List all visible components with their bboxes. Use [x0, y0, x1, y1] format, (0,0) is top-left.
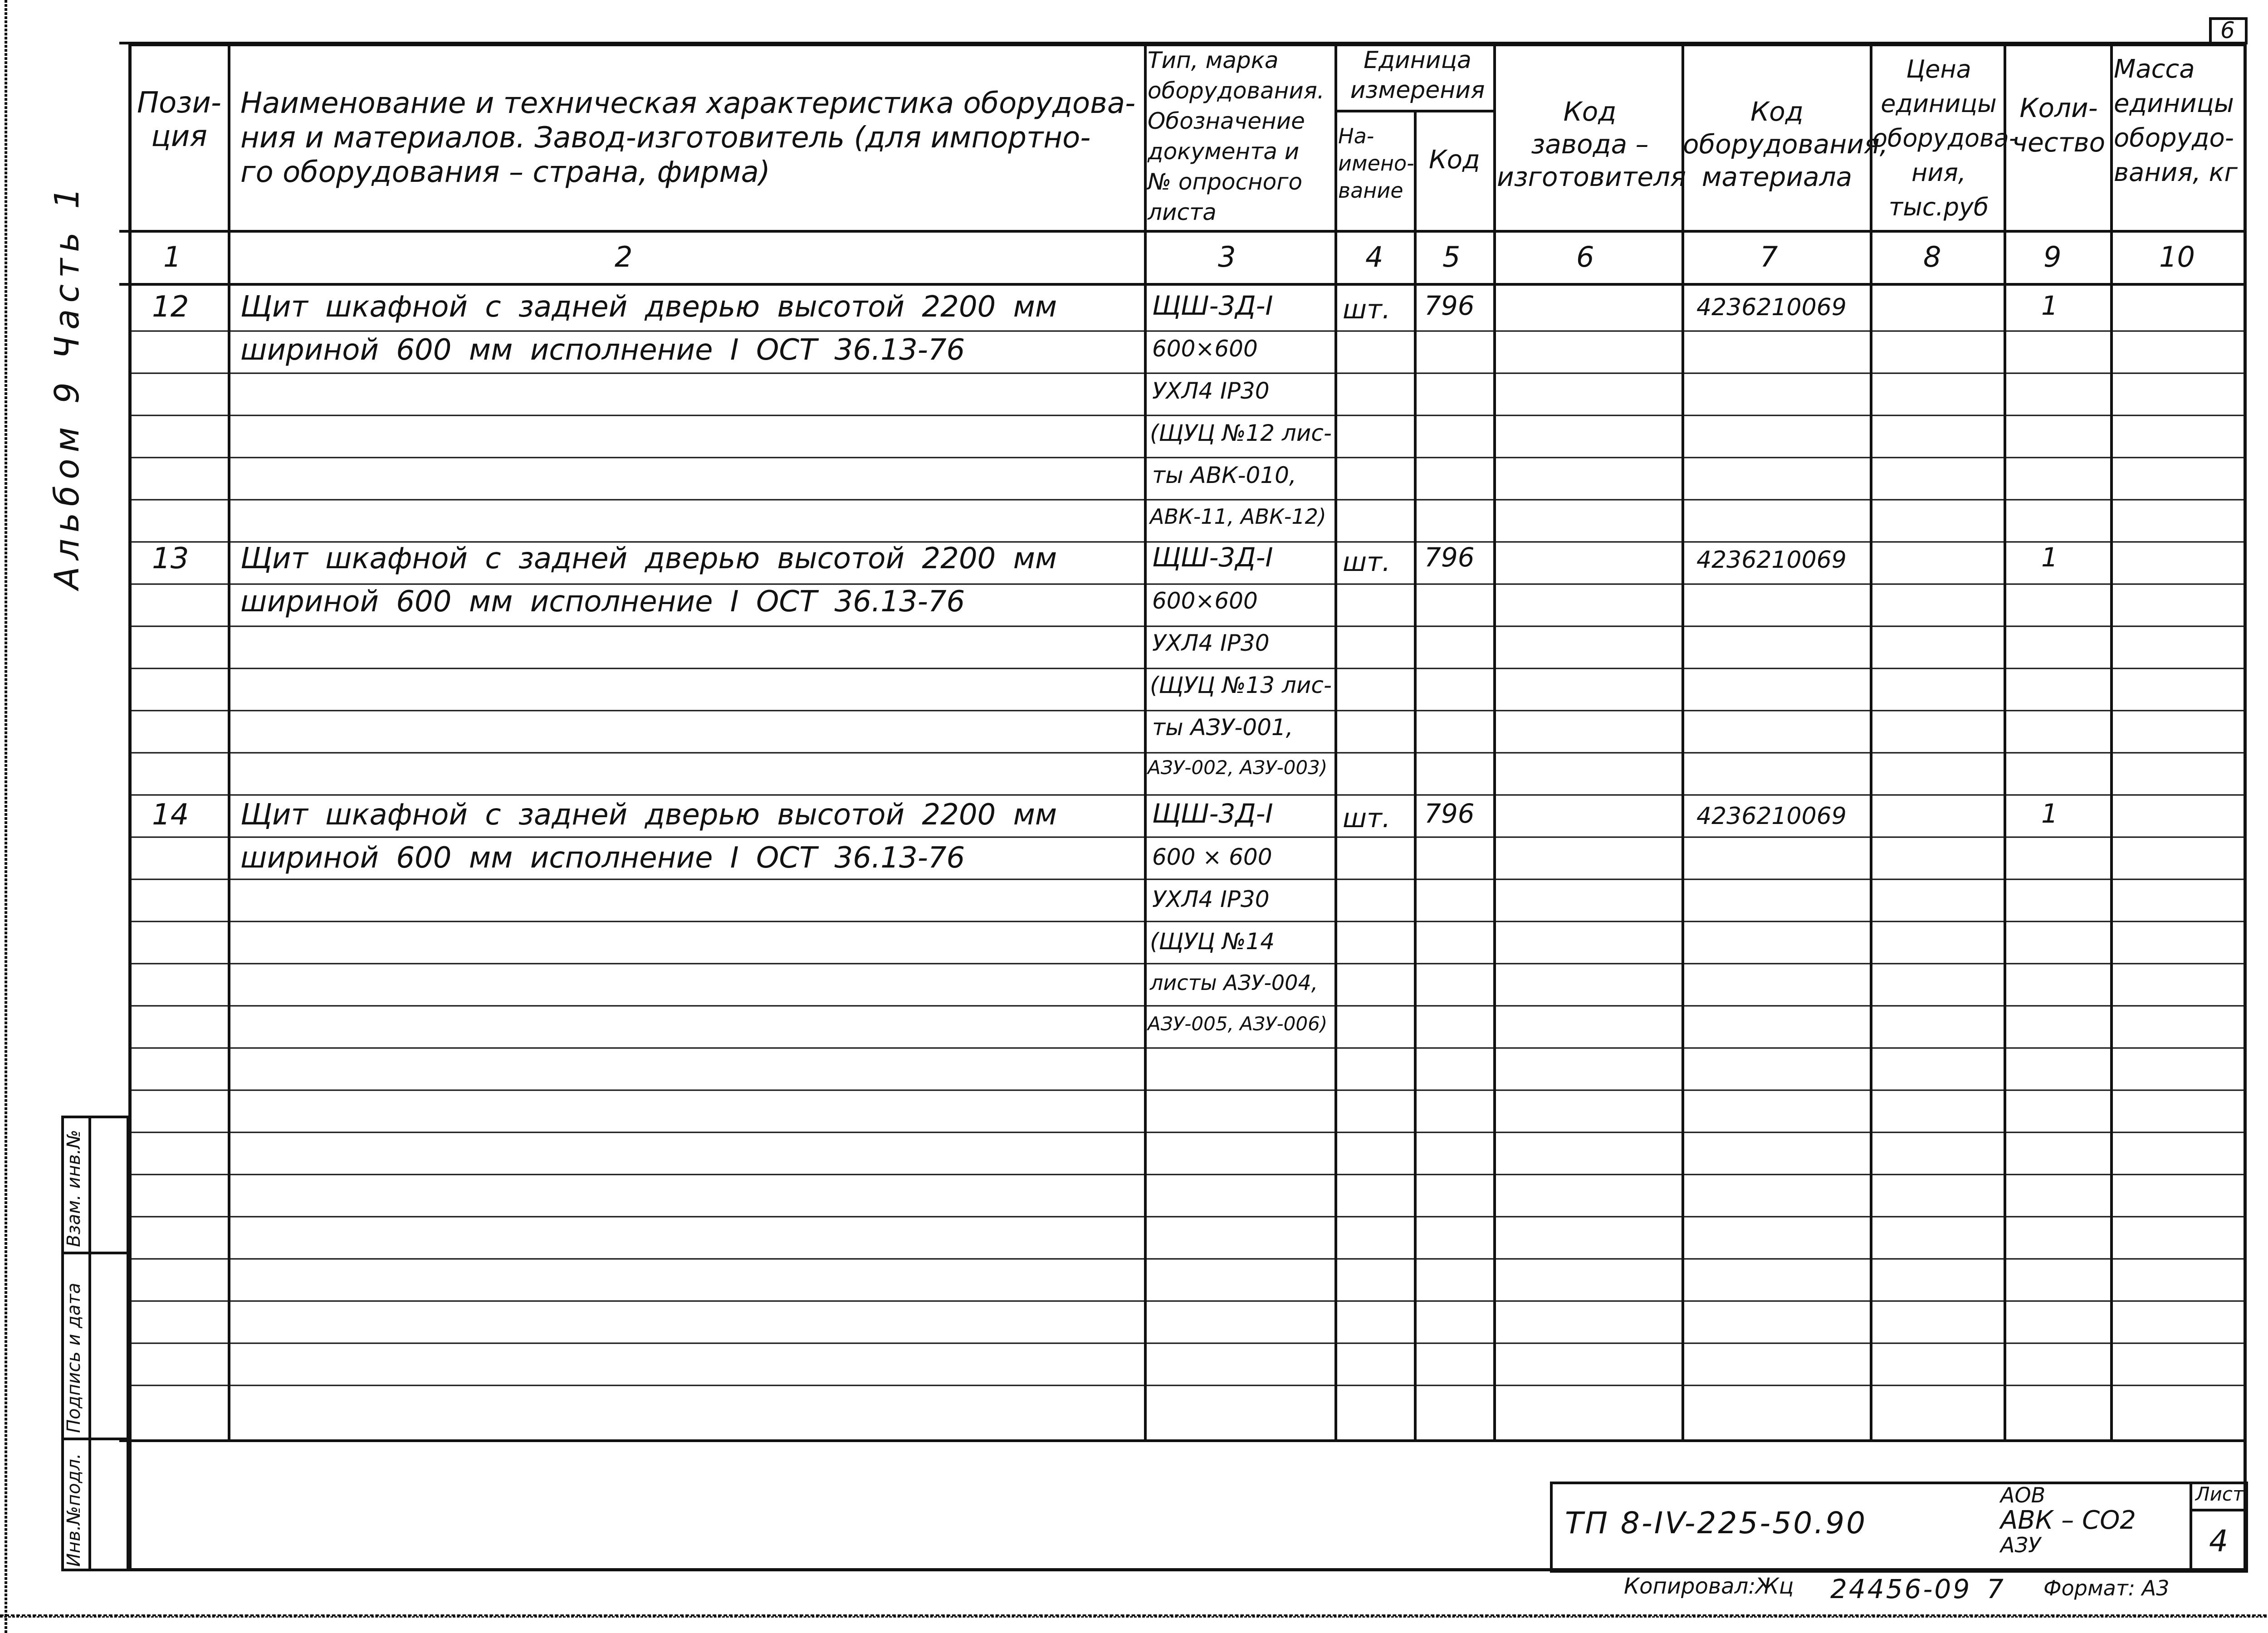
- header-name: Наименование и техническая характеристика оборудова- ния и материалов. Завод-изготовитель (для импортно- го оборудования – страна, фирма): [240, 87, 1136, 189]
- order-sheet: 7: [1987, 1574, 2004, 1604]
- item-equip-code: 4236210069: [1696, 294, 1847, 321]
- side-label: Альбом 9 Часть 1: [48, 181, 87, 590]
- item-unit: шт.: [1343, 803, 1391, 834]
- item-type-line: УХЛ4 IP30: [1152, 630, 1270, 656]
- doc-mark-top: АОВ: [2000, 1483, 2046, 1507]
- doc-mark-mid: АВК – СО2: [2000, 1506, 2136, 1535]
- header-equip-code: Код оборудования, материала: [1683, 96, 1888, 192]
- item-name-line2: шириной 600 мм исполнение I ОСТ 36.13-76: [240, 585, 965, 619]
- header-unit-title: Единица измерения: [1350, 47, 1485, 104]
- header-qty: Коли- чество: [2012, 93, 2106, 158]
- copied-signature: Жц: [1755, 1574, 1794, 1599]
- corner-number: 6: [2220, 17, 2235, 44]
- header-factory-code: Код завода – изготовителя: [1497, 96, 1686, 192]
- item-name-line1: Щит шкафной с задней дверью высотой 2200 мм: [240, 542, 1057, 575]
- item-type-line: 600 × 600: [1152, 844, 1272, 870]
- item-unit-code: 796: [1424, 542, 1475, 573]
- header-position: Пози- ция: [137, 86, 221, 153]
- item-type-line: УХЛ4 IP30: [1152, 886, 1270, 912]
- item-type-line: ты АВК-010,: [1152, 462, 1296, 488]
- col-number-5: 5: [1442, 240, 1461, 273]
- item-name-line1: Щит шкафной с задней дверью высотой 2200 мм: [240, 798, 1057, 832]
- col-number-10: 10: [2159, 240, 2195, 273]
- item-qty: 1: [2041, 798, 2058, 829]
- item-type-line: ЩШ-3Д-I: [1152, 542, 1273, 573]
- item-type-line: АВК-11, АВК-12): [1150, 504, 1326, 529]
- stamp-sign-label: Подпись и дата: [64, 1282, 84, 1433]
- format-label: Формат: А3: [2043, 1576, 2170, 1600]
- col-number-2: 2: [615, 240, 633, 273]
- stamp-inv-label: Инв.№подл.: [64, 1453, 84, 1567]
- item-unit: шт.: [1343, 546, 1391, 577]
- sheet-number: 4: [2209, 1524, 2228, 1559]
- item-type-line: ты АЗУ-001,: [1152, 714, 1293, 741]
- item-name-line1: Щит шкафной с задней дверью высотой 2200 мм: [240, 290, 1057, 324]
- item-qty: 1: [2041, 542, 2058, 573]
- header-type: Тип, марка оборудования. Обозначение документа и № опросного листа: [1148, 47, 1325, 225]
- item-unit-code: 796: [1424, 798, 1475, 829]
- item-type-line: листы АЗУ-004,: [1150, 970, 1318, 995]
- sheet-label: Лист: [2195, 1483, 2244, 1505]
- item-equip-code: 4236210069: [1696, 546, 1847, 574]
- item-type-line: ЩШ-3Д-I: [1152, 290, 1273, 321]
- header-unit-code: Код: [1429, 145, 1480, 175]
- item-type-line: АЗУ-002, АЗУ-003): [1148, 756, 1328, 779]
- col-number-3: 3: [1218, 240, 1236, 273]
- doc-mark-bottom: АЗУ: [2000, 1533, 2041, 1557]
- item-type-line: (ЩУЦ №12 лис-: [1150, 420, 1332, 446]
- header-price: Цена единицы оборудова- ния, тыс.руб: [1872, 55, 2018, 221]
- order-number: 24456-09: [1830, 1574, 1972, 1604]
- item-qty: 1: [2041, 290, 2058, 321]
- item-unit: шт.: [1343, 294, 1391, 325]
- col-number-6: 6: [1576, 240, 1594, 273]
- header-unit-name: На- имено- вание: [1338, 124, 1414, 203]
- stamp-replace-label: Взам. инв.№: [64, 1130, 84, 1247]
- item-position: 14: [152, 798, 189, 832]
- item-type-line: (ЩУЦ №13 лис-: [1150, 672, 1332, 698]
- col-number-8: 8: [1923, 240, 1941, 273]
- col-number-1: 1: [163, 240, 181, 273]
- col-number-7: 7: [1760, 240, 1778, 273]
- col-number-9: 9: [2043, 240, 2062, 273]
- item-type-line: УХЛ4 IP30: [1152, 378, 1270, 404]
- item-type-line: ЩШ-3Д-I: [1152, 798, 1273, 829]
- copied-label: Копировал:: [1624, 1574, 1756, 1599]
- item-unit-code: 796: [1424, 290, 1475, 321]
- item-name-line2: шириной 600 мм исполнение I ОСТ 36.13-76: [240, 841, 965, 875]
- item-type-line: АЗУ-005, АЗУ-006): [1148, 1013, 1328, 1035]
- item-type-line: (ЩУЦ №14: [1150, 928, 1275, 955]
- item-name-line2: шириной 600 мм исполнение I ОСТ 36.13-76: [240, 333, 965, 367]
- doc-code: ТП 8-IV-225-50.90: [1565, 1506, 1867, 1540]
- item-position: 12: [152, 290, 189, 324]
- item-type-line: 600×600: [1152, 588, 1258, 614]
- header-mass: Масса единицы оборудо- вания, кг: [2114, 54, 2238, 187]
- col-number-4: 4: [1365, 240, 1383, 273]
- item-type-line: 600×600: [1152, 336, 1258, 362]
- item-equip-code: 4236210069: [1696, 803, 1847, 830]
- item-position: 13: [152, 542, 189, 575]
